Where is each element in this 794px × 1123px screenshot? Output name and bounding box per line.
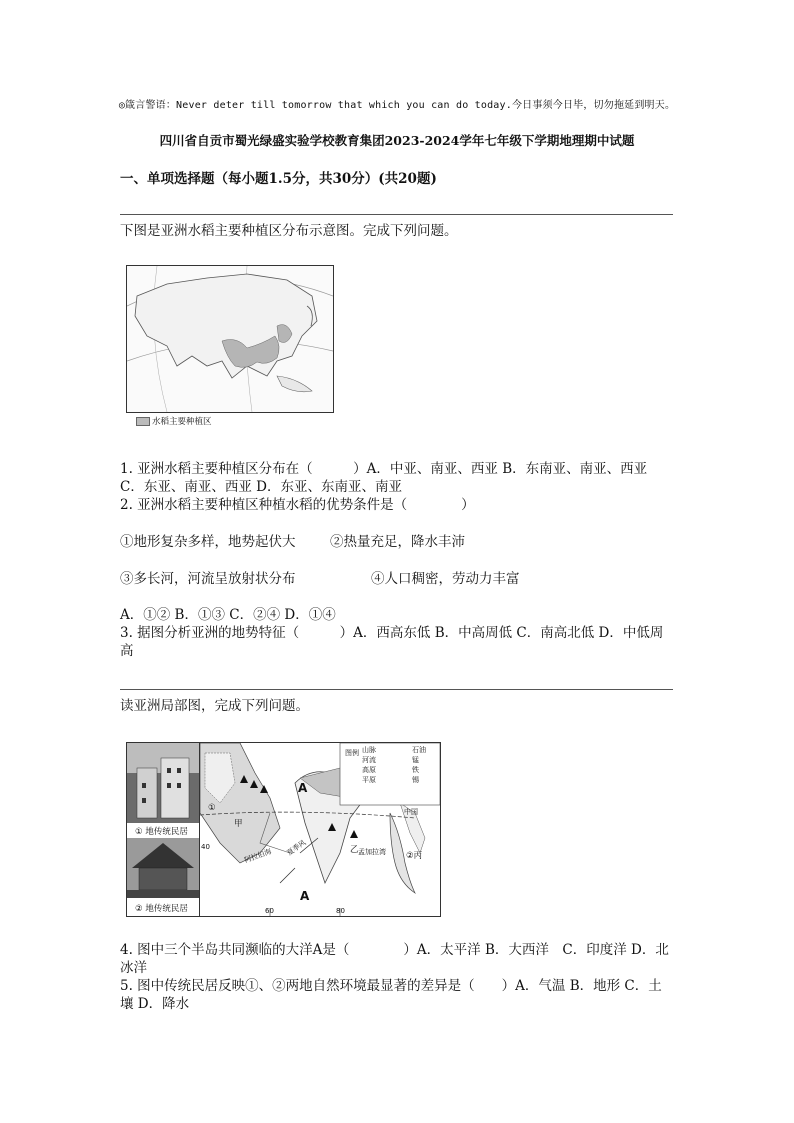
map-legend-items-right bbox=[412, 745, 426, 785]
question-2: 2. 亚洲水稻主要种植区种植水稻的优势条件是（ ） bbox=[120, 497, 475, 513]
ocean-a-bottom-label: A bbox=[300, 889, 310, 903]
legend-swatch bbox=[136, 417, 150, 426]
question-5: 5. 图中传统民居反映①、②两地自然环境最显著的差异是（ ）A．气温 B．地形 C．土壤 D．降水 bbox=[120, 978, 662, 1012]
group1-intro: 下图是亚洲水稻主要种植区分布示意图。完成下列问题。 bbox=[120, 223, 458, 239]
option-4: ④人口稠密，劳动力丰富 bbox=[371, 571, 520, 587]
map-legend-items-left bbox=[362, 745, 376, 785]
legend-label: 水稻主要种植区 bbox=[152, 417, 212, 427]
asia-partial-map-graphic bbox=[200, 743, 440, 916]
option-1: ①地形复杂多样，地势起伏大 bbox=[120, 534, 296, 550]
divider bbox=[120, 689, 673, 690]
legend-iron: 铁 bbox=[412, 766, 419, 774]
group2-intro: 读亚洲局部图，完成下列问题。 bbox=[120, 698, 309, 714]
legend-tin: 锡 bbox=[412, 776, 419, 784]
ocean-a-top-label: A bbox=[298, 781, 308, 795]
motto: ◎箴言警语：Never deter till tomorrow that which you can do today.今日事须今日毕，切勿拖延到明天。 bbox=[118, 100, 676, 111]
section-heading: 一、单项选择题（每小题1.5分，共30分）(共20题) bbox=[120, 171, 437, 187]
divider bbox=[120, 214, 673, 215]
china-label: 中国 bbox=[404, 808, 418, 816]
legend-river: 河流 bbox=[362, 756, 376, 764]
question-3: 3. 据图分析亚洲的地势特征（ ）A．西高东低 B．中高周低 C．南高北低 D．中低周高 bbox=[120, 625, 664, 659]
site-2-label: ②丙 bbox=[406, 851, 423, 861]
page-title: 四川省自贡市蜀光绿盛实验学校教育集团2023-2024学年七年级下学期地理期中试题 bbox=[159, 133, 635, 148]
question-1: 1. 亚洲水稻主要种植区分布在（ ）A．中亚、南亚、西亚 B．东南亚、南亚、西亚 C．东亚、南亚、西亚 D．东亚、东南亚、南亚 bbox=[120, 461, 648, 495]
option-2: ②热量充足，降水丰沛 bbox=[330, 534, 465, 550]
legend-mountain: 山脉 bbox=[362, 746, 376, 754]
asia-map-graphic bbox=[127, 266, 333, 412]
bengal-bay-label: 孟加拉湾 bbox=[358, 848, 386, 856]
legend-oil: 石油 bbox=[412, 746, 426, 754]
dwelling-1-photo bbox=[127, 743, 199, 823]
question-4: 4. 图中三个半岛共同濒临的大洋A是（ ）A．太平洋 B．大西洋 C．印度洋 D．北冰洋 bbox=[120, 942, 669, 976]
latitude-40-label: 40 bbox=[201, 843, 210, 851]
legend-plateau: 高原 bbox=[362, 766, 376, 774]
photo-1-caption: ① 地传统民居 bbox=[135, 827, 188, 837]
photo-2-caption: ② 地传统民居 bbox=[135, 904, 188, 914]
legend-plain: 平原 bbox=[362, 776, 376, 784]
dwelling-2-photo bbox=[127, 838, 199, 898]
dwelling-photos bbox=[126, 742, 200, 917]
question-2-choices: A．①② B．①③ C．②④ D．①④ bbox=[120, 607, 336, 623]
asia-partial-map bbox=[199, 742, 441, 917]
arabian-sea-label: 阿拉伯海 bbox=[243, 847, 273, 865]
longitude-60-label: 60 bbox=[265, 907, 274, 915]
site-1-label: ① bbox=[208, 803, 216, 813]
option-3: ③多长河，河流呈放射状分布 bbox=[120, 571, 296, 587]
longitude-80-label: 80 bbox=[336, 907, 345, 915]
legend-manganese: 锰 bbox=[412, 756, 419, 764]
monsoon-label: 夏季风 bbox=[285, 838, 308, 858]
asia-rice-map bbox=[126, 265, 334, 413]
map-legend-title: 图例 bbox=[345, 749, 359, 757]
region-jia-label: 甲 bbox=[234, 819, 243, 829]
region-yi-label: 乙 bbox=[350, 845, 359, 855]
rice-map-legend bbox=[136, 415, 212, 427]
